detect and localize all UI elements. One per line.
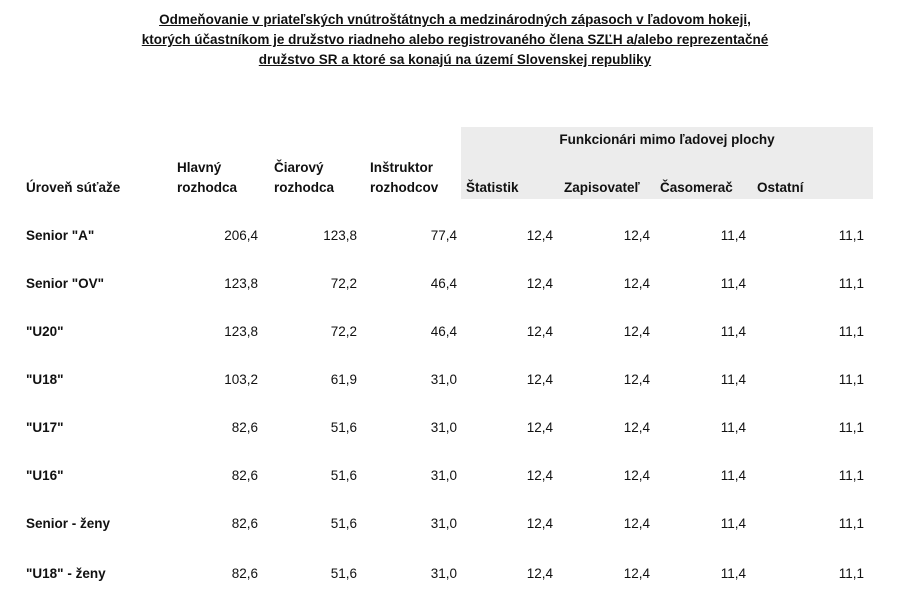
cell-statistician: 12,4	[526, 468, 553, 483]
cell-timekeeper: 11,4	[720, 566, 746, 581]
header-level: Úroveň súťaže	[26, 180, 121, 195]
cell-timekeeper: 11,4	[720, 228, 746, 243]
cell-instructor: 77,4	[430, 228, 457, 243]
cell-main-referee: 123,8	[224, 324, 258, 339]
cell-statistician: 12,4	[526, 516, 553, 531]
table-row	[0, 566, 900, 590]
cell-scorekeeper: 12,4	[623, 468, 650, 483]
row-label: Senior "A"	[26, 228, 95, 243]
header-statistician: Štatistik	[466, 180, 519, 195]
title-line-2: ktorých účastníkom je družstvo riadneho alebo registrovaného člena SZĽH a/alebo reprezentačné	[141, 32, 769, 47]
header-main-referee-line-2: rozhodca	[177, 180, 238, 195]
cell-others: 11,1	[838, 324, 864, 339]
cell-scorekeeper: 12,4	[623, 276, 650, 291]
cell-instructor: 31,0	[430, 516, 457, 531]
table-row	[0, 324, 900, 348]
cell-statistician: 12,4	[526, 372, 553, 387]
cell-timekeeper: 11,4	[720, 372, 746, 387]
row-label: "U20"	[26, 324, 64, 339]
cell-linesman: 123,8	[323, 228, 357, 243]
cell-statistician: 12,4	[526, 566, 553, 581]
cell-others: 11,1	[838, 468, 864, 483]
title-line-3: družstvo SR a ktoré sa konajú na území Slovenskej republiky	[258, 52, 652, 67]
cell-others: 11,1	[838, 372, 864, 387]
header-others: Ostatní	[757, 180, 804, 195]
table-row	[0, 228, 900, 252]
row-label: "U18" - ženy	[26, 566, 106, 581]
cell-instructor: 31,0	[430, 468, 457, 483]
cell-instructor: 46,4	[430, 324, 457, 339]
header-linesman	[274, 158, 334, 198]
cell-others: 11,1	[838, 228, 864, 243]
cell-others: 11,1	[838, 516, 864, 531]
row-label: "U17"	[26, 420, 64, 435]
cell-scorekeeper: 12,4	[623, 420, 650, 435]
cell-instructor: 31,0	[430, 566, 457, 581]
cell-timekeeper: 11,4	[720, 468, 746, 483]
title-line-1: Odmeňovanie v priateľských vnútroštátnych a medzinárodných zápasoch v ľadovom hokeji,	[159, 12, 751, 27]
cell-main-referee: 123,8	[224, 276, 258, 291]
cell-linesman: 51,6	[330, 516, 357, 531]
cell-timekeeper: 11,4	[720, 516, 746, 531]
row-label: "U16"	[26, 468, 64, 483]
cell-linesman: 51,6	[330, 566, 357, 581]
header-main-referee-line-1: Hlavný	[177, 160, 222, 175]
cell-others: 11,1	[838, 420, 864, 435]
cell-timekeeper: 11,4	[720, 276, 746, 291]
officials-group-header: Funkcionári mimo ľadovej plochy	[559, 132, 775, 147]
document-title	[60, 10, 850, 70]
cell-scorekeeper: 12,4	[623, 566, 650, 581]
cell-statistician: 12,4	[526, 420, 553, 435]
cell-instructor: 31,0	[430, 372, 457, 387]
cell-scorekeeper: 12,4	[623, 324, 650, 339]
cell-timekeeper: 11,4	[720, 420, 746, 435]
cell-main-referee: 82,6	[231, 566, 258, 581]
header-scorekeeper: Zapisovateľ	[564, 180, 640, 195]
cell-scorekeeper: 12,4	[623, 372, 650, 387]
table-row	[0, 468, 900, 492]
header-referee-instructor-line-1: Inštruktor	[370, 160, 434, 175]
cell-main-referee: 206,4	[224, 228, 258, 243]
row-label: "U18"	[26, 372, 64, 387]
row-label: Senior - ženy	[26, 516, 111, 531]
cell-linesman: 51,6	[330, 420, 357, 435]
cell-statistician: 12,4	[526, 276, 553, 291]
cell-linesman: 51,6	[330, 468, 357, 483]
header-main-referee	[177, 158, 237, 198]
header-timekeeper: Časomerač	[660, 180, 733, 195]
header-referee-instructor	[370, 158, 438, 198]
cell-statistician: 12,4	[526, 324, 553, 339]
cell-linesman: 72,2	[330, 276, 357, 291]
cell-main-referee: 82,6	[231, 516, 258, 531]
cell-timekeeper: 11,4	[720, 324, 746, 339]
cell-main-referee: 103,2	[224, 372, 258, 387]
table-row	[0, 516, 900, 540]
cell-statistician: 12,4	[526, 228, 553, 243]
cell-instructor: 31,0	[430, 420, 457, 435]
cell-linesman: 61,9	[330, 372, 357, 387]
cell-others: 11,1	[838, 276, 864, 291]
cell-main-referee: 82,6	[231, 420, 258, 435]
header-linesman-line-1: Čiarový	[274, 160, 324, 175]
cell-others: 11,1	[838, 566, 864, 581]
header-linesman-line-2: rozhodca	[274, 180, 335, 195]
table-row	[0, 276, 900, 300]
cell-scorekeeper: 12,4	[623, 516, 650, 531]
cell-instructor: 46,4	[430, 276, 457, 291]
row-label: Senior "OV"	[26, 276, 105, 291]
header-referee-instructor-line-2: rozhodcov	[370, 180, 439, 195]
table-row	[0, 372, 900, 396]
cell-main-referee: 82,6	[231, 468, 258, 483]
cell-linesman: 72,2	[330, 324, 357, 339]
cell-scorekeeper: 12,4	[623, 228, 650, 243]
table-row	[0, 420, 900, 444]
